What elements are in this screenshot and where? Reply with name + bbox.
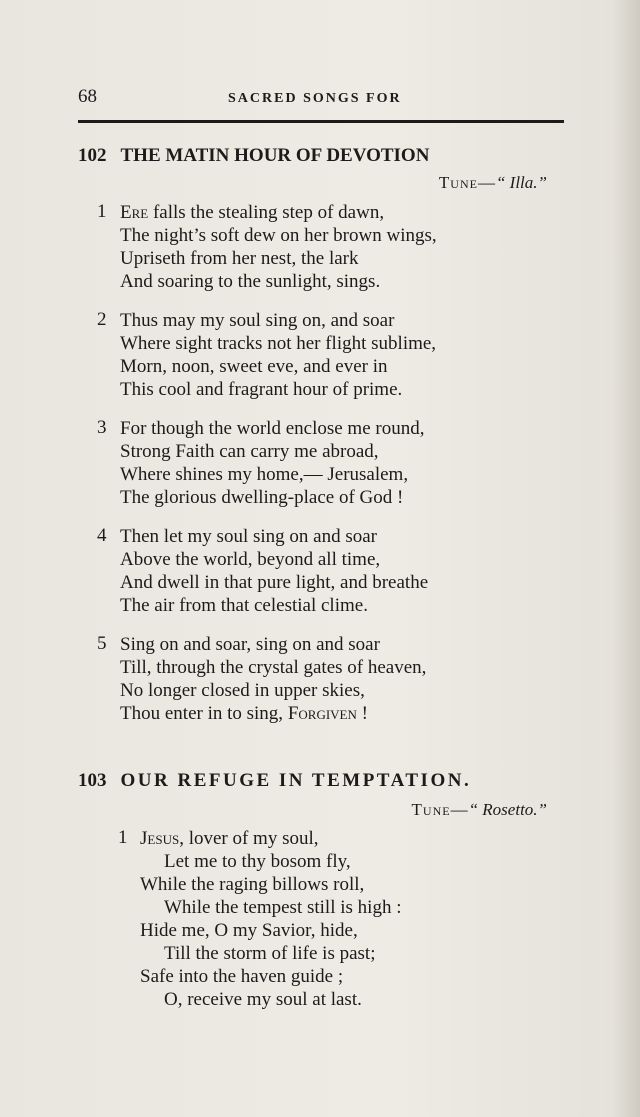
tune-line bbox=[439, 173, 547, 193]
page-number: 68 bbox=[78, 86, 97, 107]
hymn-title-text: THE MATIN HOUR OF DEVOTION bbox=[120, 145, 430, 166]
stanza-line: Let me to thy bosom fly, bbox=[164, 851, 351, 872]
first-word: Jesus bbox=[140, 828, 180, 849]
hymn-number: 102 bbox=[78, 145, 107, 166]
stanza-line: Safe into the haven guide ; bbox=[140, 966, 344, 987]
stanza-line: No longer closed in upper skies, bbox=[120, 680, 365, 701]
running-title: SACRED SONGS FOR bbox=[228, 91, 402, 106]
stanza-line: While the tempest still is high : bbox=[164, 897, 402, 918]
hymn-number: 103 bbox=[78, 770, 107, 791]
last-line-start: Thou enter in to sing, bbox=[120, 703, 288, 724]
stanza-line bbox=[120, 201, 384, 224]
stanza-line: Where sight tracks not her flight sublime, bbox=[120, 333, 437, 354]
stanza-line: Till, through the crystal gates of heaven, bbox=[120, 657, 427, 678]
stanza-line bbox=[120, 702, 368, 725]
stanza-line: Till the storm of life is past; bbox=[164, 943, 376, 964]
last-line-caps: Forgiven bbox=[287, 703, 357, 724]
first-line-rest: falls the stealing step of dawn, bbox=[148, 202, 385, 223]
stanza-line: For though the world enclose me round, bbox=[120, 418, 425, 439]
stanza-line bbox=[140, 827, 319, 850]
tune-line bbox=[412, 800, 547, 820]
page-edge-shadow bbox=[612, 0, 640, 1117]
stanza-number: 4 bbox=[97, 525, 107, 546]
tune-label: Tune— bbox=[411, 800, 469, 819]
stanza-line: And soaring to the sunlight, sings. bbox=[120, 271, 381, 292]
stanza-number: 5 bbox=[97, 633, 107, 654]
stanza-line: And dwell in that pure light, and breathe bbox=[120, 572, 429, 593]
stanza-line: While the raging billows roll, bbox=[140, 874, 365, 895]
stanza-number: 3 bbox=[97, 417, 107, 438]
stanza-line: The glorious dwelling-place of God ! bbox=[120, 487, 404, 508]
tune-name: “ Illa.” bbox=[495, 173, 547, 192]
stanza-line: Thus may my soul sing on, and soar bbox=[120, 310, 395, 331]
stanza-line: This cool and fragrant hour of prime. bbox=[120, 379, 403, 400]
stanza-line: Hide me, O my Savior, hide, bbox=[140, 920, 358, 941]
header-rule bbox=[78, 120, 564, 123]
stanza-line: Upriseth from her nest, the lark bbox=[120, 248, 359, 269]
stanza-line: O, receive my soul at last. bbox=[164, 989, 362, 1010]
stanza-number: 2 bbox=[97, 309, 107, 330]
stanza-line: The night’s soft dew on her brown wings, bbox=[120, 225, 437, 246]
stanza-number: 1 bbox=[97, 201, 107, 222]
tune-label: Tune— bbox=[438, 173, 496, 192]
hymn-title bbox=[78, 145, 429, 167]
stanza-number: 1 bbox=[118, 827, 128, 848]
first-line-rest: , lover of my soul, bbox=[179, 828, 319, 849]
last-line-end: ! bbox=[356, 703, 368, 724]
hymn-title bbox=[78, 770, 471, 792]
stanza-line: Above the world, beyond all time, bbox=[120, 549, 381, 570]
stanza-line: Then let my soul sing on and soar bbox=[120, 526, 377, 547]
first-word: Ere bbox=[120, 202, 149, 223]
stanza-line: Strong Faith can carry me abroad, bbox=[120, 441, 379, 462]
stanza-line: The air from that celestial clime. bbox=[120, 595, 368, 616]
stanza-line: Where shines my home,— Jerusalem, bbox=[120, 464, 409, 485]
hymn-title-text: OUR REFUGE IN TEMPTATION. bbox=[120, 770, 472, 791]
stanza-line: Sing on and soar, sing on and soar bbox=[120, 634, 380, 655]
page-header bbox=[78, 86, 562, 116]
tune-name: “ Rosetto.” bbox=[468, 800, 547, 819]
stanza-line: Morn, noon, sweet eve, and ever in bbox=[120, 356, 388, 377]
